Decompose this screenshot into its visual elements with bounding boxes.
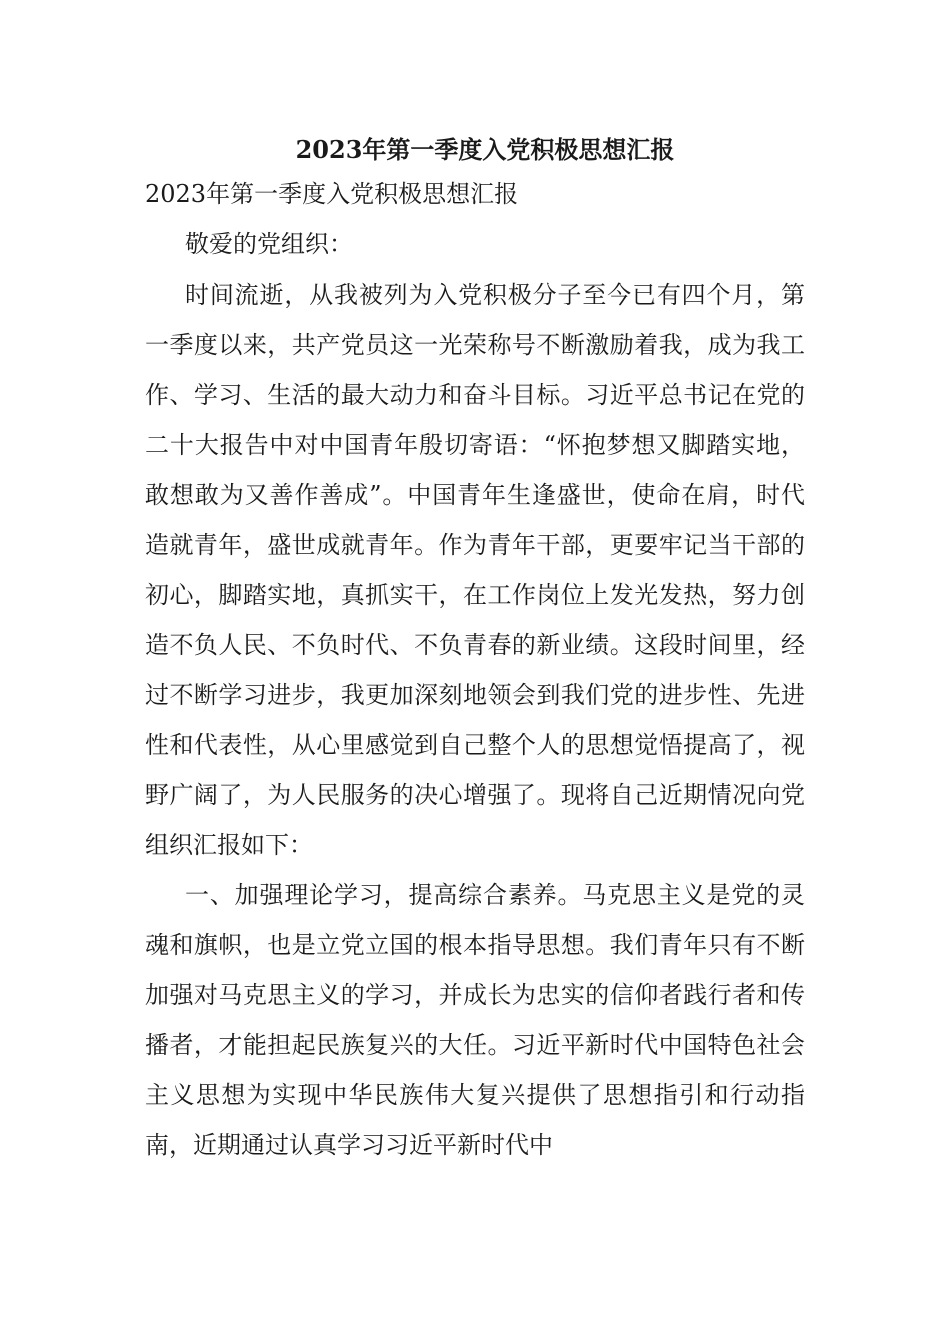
body-paragraph: 一、加强理论学习，提高综合素养。马克思主义是党的灵魂和旗帜，也是立党立国的根本指导思想。我们青年只有不断加强对马克思主义的学习，并成长为忠实的信仰者践行者和传播者，才能担起民族复兴的大任。习近平新时代中国特色社会主义思想为实现中华民族伟大复兴提供了思想指引和行动指南，近期通过认真学习习近平新时代中 bbox=[145, 881, 805, 1159]
document-title: 2023年第一季度入党积极思想汇报 bbox=[295, 135, 675, 164]
body-paragraph: 时间流逝，从我被列为入党积极分子至今已有四个月，第一季度以来，共产党员这一光荣称号不断激励着我，成为我工作、学习、生活的最大动力和奋斗目标。习近平总书记在党的二十大报告中对中国青年殷切寄语：“怀抱梦想又脚踏实地，敢想敢为又善作善成”。中国青年生逢盛世，使命在肩，时代造就青年，盛世成就青年。作为青年干部，更要牢记当干部的初心，脚踏实地，真抓实干，在工作岗位上发光发热，努力创造不负人民、不负时代、不负青春的新业绩。这段时间里，经过不断学习进步，我更加深刻地领会到我们党的进步性、先进性和代表性，从心里感觉到自己整个人的思想觉悟提高了，视野广阔了，为人民服务的决心增强了。现将自己近期情况向党组织汇报如下： bbox=[145, 281, 805, 859]
salutation: 敬爱的党组织： bbox=[185, 230, 353, 258]
document-subtitle: 2023年第一季度入党积极思想汇报 bbox=[145, 180, 519, 208]
